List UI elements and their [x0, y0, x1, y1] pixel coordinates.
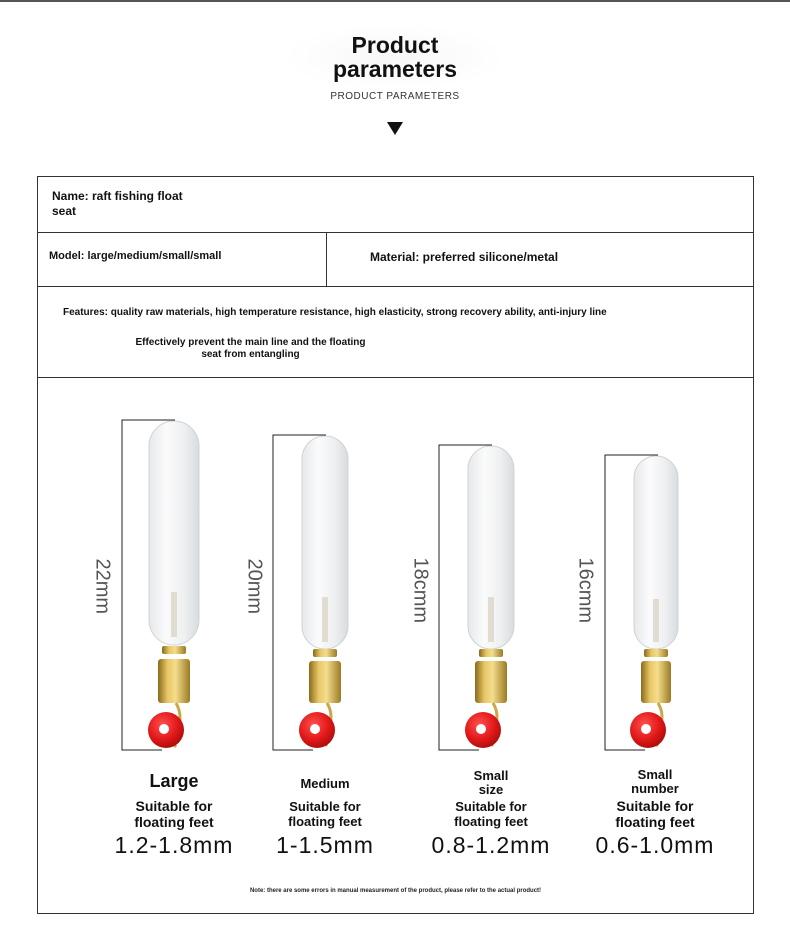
product-name-line: number — [631, 781, 679, 796]
red-bead-hole — [641, 724, 651, 734]
page-title — [290, 33, 500, 81]
product-name-line: Small — [637, 767, 673, 782]
spec-table — [37, 176, 754, 914]
name-line-2: seat — [52, 204, 77, 218]
title-line-2: parameters — [332, 56, 458, 82]
product-name-small-number — [595, 768, 715, 796]
suitable-small-number — [595, 798, 715, 830]
gold-sleeve — [158, 659, 190, 703]
gold-cap-top — [313, 649, 337, 657]
gold-sleeve — [309, 661, 341, 703]
material-field: Material: preferred silicone/metal — [370, 250, 559, 264]
red-bead-hole — [476, 724, 486, 734]
size-label-small-number: 16cmm — [574, 557, 597, 624]
measurement-note: Note: there are some errors in manual measurement of the product, please refer to the actual product! — [249, 888, 542, 894]
suit-line-1: Suitable for — [289, 799, 361, 814]
product-name-line: size — [478, 782, 504, 797]
gold-cap-top — [479, 649, 503, 657]
suit-line-2: floating feet — [288, 814, 362, 829]
suit-line-2: floating feet — [615, 814, 695, 830]
range-small-number: 0.6-1.0mm — [595, 832, 715, 858]
page-subtitle: PRODUCT PARAMETERS — [330, 91, 460, 102]
gold-sleeve — [641, 661, 671, 703]
float-small-number — [601, 452, 681, 792]
product-name-line: Small — [473, 768, 509, 783]
tube-core — [488, 597, 494, 642]
top-border — [0, 0, 790, 2]
suit-line-1: Suitable for — [616, 798, 694, 814]
float-large — [118, 417, 198, 757]
size-label-large: 22mm — [91, 558, 114, 615]
gold-cap-top — [162, 646, 186, 654]
product-name-line: Medium — [300, 776, 350, 791]
title-line-1: Product — [351, 32, 439, 58]
model-field: Model: large/medium/small/small — [49, 250, 222, 262]
name-line-1: Name: raft fishing float — [52, 189, 183, 203]
gold-sleeve — [475, 661, 507, 703]
suit-line-2: floating feet — [134, 814, 214, 830]
product-name-large — [114, 771, 234, 792]
gold-cap-top — [644, 649, 668, 657]
suitable-large — [114, 798, 234, 830]
suit-line-2: floating feet — [454, 814, 528, 829]
features-field: Features: quality raw materials, high temperature resistance, high elasticity, strong recovery ability, anti-injury line — [63, 307, 607, 318]
product-name-medium — [265, 776, 385, 791]
suit-line-1: Suitable for — [455, 799, 527, 814]
tube-core — [171, 592, 177, 637]
red-bead-hole — [159, 724, 169, 734]
float-small-size — [435, 442, 515, 782]
product-name-line: Large — [149, 771, 199, 791]
float-medium — [269, 432, 349, 772]
down-triangle-icon — [387, 122, 403, 135]
suitable-medium — [265, 799, 385, 829]
size-label-small-size: 18cmm — [409, 557, 432, 624]
range-medium: 1-1.5mm — [276, 832, 374, 858]
suit-line-1: Suitable for — [135, 798, 213, 814]
effect-line-2: seat from entangling — [201, 349, 300, 360]
effect-line-1: Effectively prevent the main line and the floating — [135, 337, 366, 348]
tube-core — [322, 597, 328, 642]
red-bead-hole — [310, 724, 320, 734]
suitable-small-size — [431, 799, 551, 829]
size-label-medium: 20mm — [243, 558, 266, 615]
range-small-size: 0.8-1.2mm — [431, 832, 551, 858]
product-name-small-size — [431, 769, 551, 797]
range-large: 1.2-1.8mm — [114, 832, 234, 858]
tube-core — [653, 599, 659, 642]
